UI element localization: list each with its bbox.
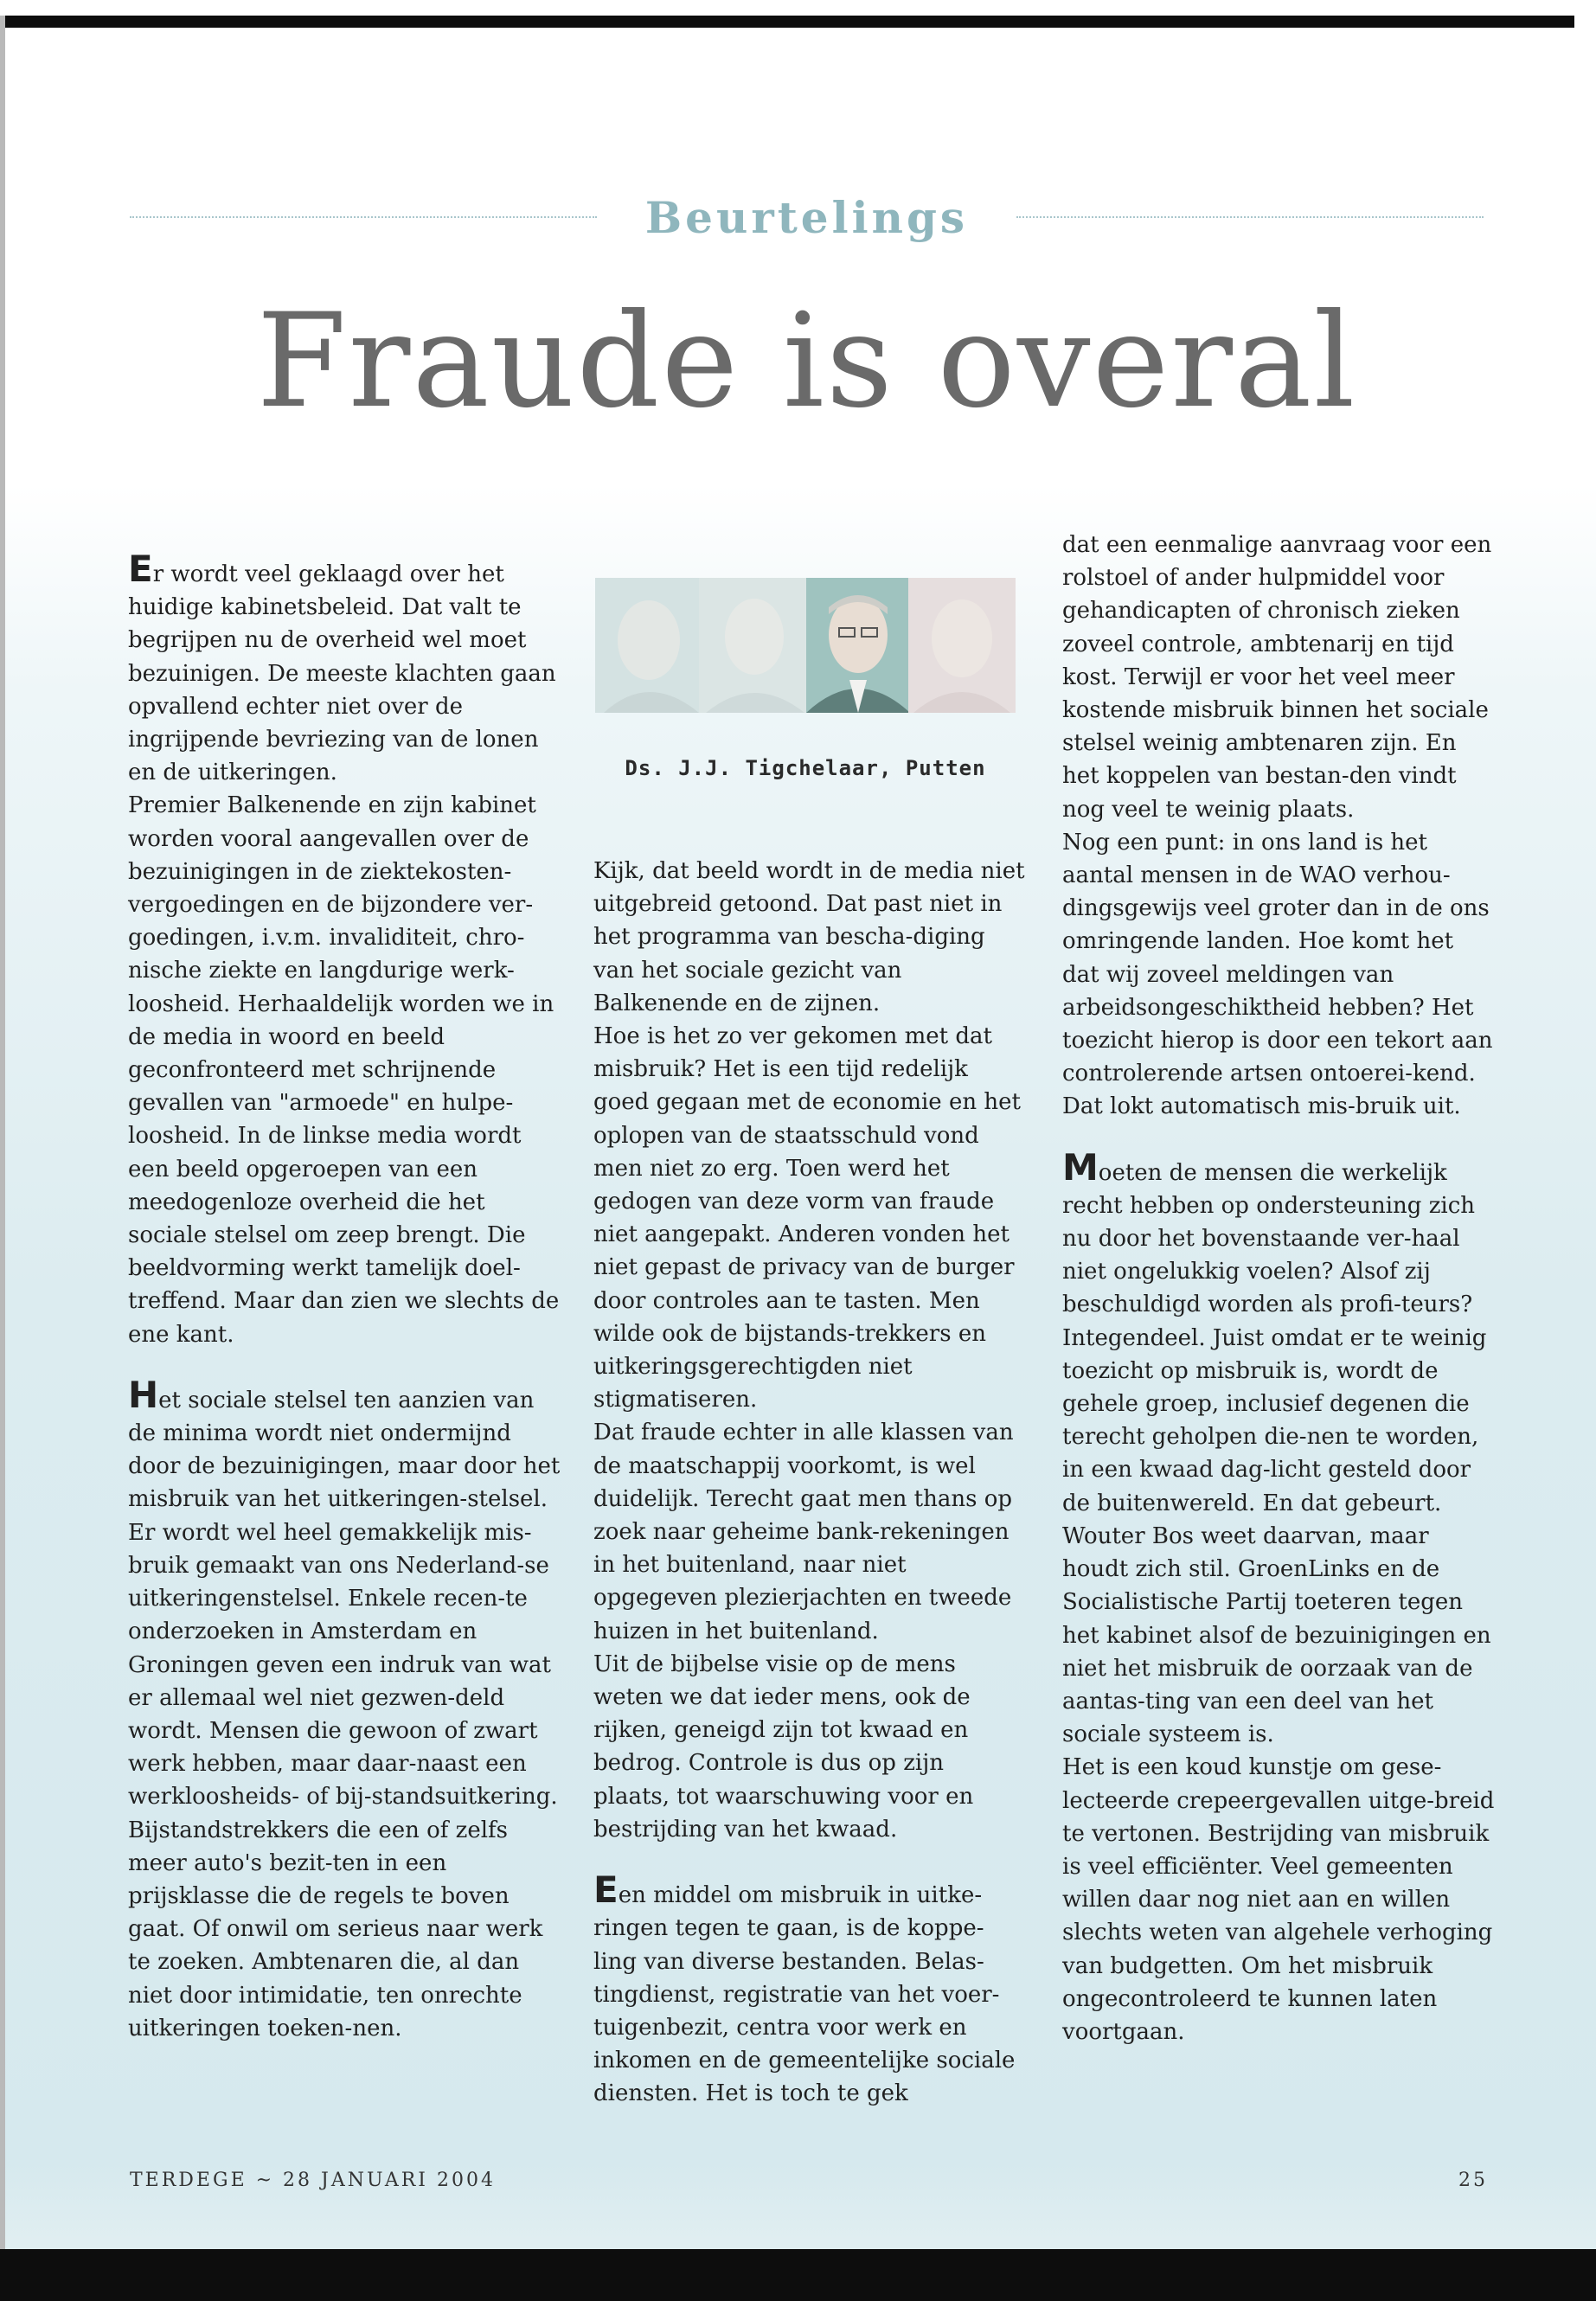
paragraph: [593, 1868, 1026, 2110]
section-label: Beurtelings: [644, 192, 969, 243]
paragraph: [128, 548, 561, 789]
author-photos: [595, 578, 1016, 713]
article-headline: Fraude is overal: [256, 286, 1357, 437]
left-scan-edge: [0, 16, 5, 2249]
paragraph-text: et sociale stelsel ten aanzien van de minima wordt niet ondermijnd door de bezuinigingen, maar door het misbruik van het uitkeringen-stelsel.: [128, 1387, 561, 1513]
drop-cap: E: [593, 1868, 619, 1912]
paragraph: dat een eenmalige aanvraag voor een rolstoel of ander hulpmiddel voor gehandicapten of chronisch zieken zoveel controle, ambtenarij en tijd kost. Terwijl er voor het veel meer kostende misbruik binnen het sociale stelsel weinig ambtenaren zijn. En het koppelen van bestan-den vindt nog veel te weinig plaats.: [1062, 532, 1492, 823]
article-column-2: [593, 855, 1026, 2111]
paragraph: Er wordt wel heel gemakkelijk mis-bruik gemaakt van ons Nederland-se uitkeringenstelsel. Enkele recen-te onderzoeken in Amsterdam en Groningen geven een indruk van wat er allemaal wel niet gezwen-deld wordt. Mensen die gewoon of zwart werk hebben, maar daar-naast een werkloosheids- of bij-standsuitkering. Bijstandstrekkers die een of zelfs meer auto's bezit-ten in een prijsklasse die de regels te boven gaat. Of onwil om serieus naar werk te zoeken. Ambtenaren die, al dan niet door intimidatie, ten onrechte uitkeringen toeken-nen.: [128, 1519, 558, 2041]
author-portrait-faded-2: [699, 578, 808, 713]
paragraph-text: en middel om misbruik in uitke-ringen tegen te gaan, is de koppe-ling van diverse bestanden. Belas-tingdienst, registratie van het voer-tuigenbezit, centra voor werk en inkomen en de gemeentelijke sociale diensten. Het is toch te gek: [593, 1882, 1016, 2107]
paragraph: Hoe is het zo ver gekomen met dat misbruik? Het is een tijd redelijk goed gegaan met de economie en het oplopen van de staatsschuld vond men niet zo erg. Toen werd het gedogen van deze vorm van fraude niet aangepakt. Anderen vonden het niet gepast de privacy van de burger door controles aan te tasten. Men wilde ook de bijstands-trekkers en uitkeringsgerechtigden niet stigmatiseren.: [593, 1023, 1021, 1413]
paragraph: Kijk, dat beeld wordt in de media niet uitgebreid getoond. Dat past niet in het programma van bescha-diging van het sociale gezicht van Balkenende en de zijnen.: [593, 858, 1025, 1016]
paragraph: Premier Balkenende en zijn kabinet worden vooral aangevallen over de bezuinigingen in de ziektekosten-vergoedingen en de bijzondere ver-goedingen, i.v.m. invaliditeit, chro-nische ziekte en langdurige werk-loosheid. Herhaaldelijk worden we in de media in woord en beeld geconfronteerd met schrijnende gevallen van "armoede" en hulpe-loosheid. In de linkse media wordt een beeld opgeroepen van een meedogenloze overheid die het sociale stelsel om zeep brengt. Die beeldvorming werkt tamelijk doel-treffend. Maar dan zien we slechts de ene kant.: [128, 792, 560, 1348]
bottom-scan-border: [0, 2249, 1596, 2301]
paragraph: Nog een punt: in ons land is het aantal mensen in de WAO verhou-dingsgewijs veel groter dan in de ons omringende landen. Hoe komt het dat wij zoveel meldingen van arbeidsongeschiktheid hebben? Het toezicht hierop is door een tekort aan controlerende artsen ontoerei-kend. Dat lokt automatisch mis-bruik uit.: [1062, 829, 1493, 1120]
author-byline: Ds. J.J. Tigchelaar, Putten: [625, 756, 986, 780]
page-number: 25: [1458, 2170, 1488, 2191]
article-column-1: [128, 548, 561, 2045]
drop-cap: H: [128, 1373, 159, 1416]
footer-publication: TERDEGE ~ 28 JANUARI 2004: [130, 2170, 496, 2191]
author-portrait: [806, 578, 910, 713]
author-portrait-faded-1: [595, 578, 704, 713]
top-scan-border: [0, 16, 1574, 28]
article-column-3: [1062, 529, 1495, 2048]
paragraph: Het is een koud kunstje om gese-lecteerde crepeergevallen uitge-breid te vertonen. Bestrijding van misbruik is veel efficiënter. Veel gemeenten willen daar nog niet aan en willen slechts weten van algehele verhoging van budgetten. Om het misbruik ongecontroleerd te kunnen laten voortgaan.: [1062, 1754, 1495, 2045]
paragraph: [128, 1373, 561, 1516]
drop-cap: E: [128, 548, 153, 590]
paragraph: Uit de bijbelse visie op de mens weten we dat ieder mens, ook de rijken, geneigd zijn tot kwaad en bedrog. Controle is dus op zijn plaats, tot waarschuwing voor en bestrijding van het kwaad.: [593, 1650, 974, 1843]
paragraph-text: r wordt veel geklaagd over het huidige kabinetsbeleid. Dat valt te begrijpen nu de overheid wel moet bezuinigen. De meeste klachten gaan opvallend echter niet over de ingrijpende bevriezing van de lonen en de uitkeringen.: [128, 561, 556, 786]
section-rule-left: [130, 216, 597, 218]
paragraph: [1062, 1145, 1495, 1752]
paragraph-text: oeten de mensen die werkelijk recht hebben op ondersteuning zich nu door het bovenstaande ver-haal niet ongelukkig voelen? Alsof zij beschuldigd worden als profi-teurs? Integendeel. Juist omdat er te weinig toezicht op misbruik is, wordt de gehele groep, inclusief degenen die terecht geholpen die-nen te worden, in een kwaad dag-licht gesteld door de buitenwereld. En dat gebeurt. Wouter Bos weet daarvan, maar houdt zich stil. GroenLinks en de Socialistische Partij toeteren tegen het kabinet alsof de bezuinigingen en niet het misbruik de oorzaak van de aantas-ting van een deel van het sociale systeem is.: [1062, 1159, 1491, 1748]
section-header: [130, 192, 1484, 243]
drop-cap: M: [1062, 1145, 1099, 1189]
paragraph: Dat fraude echter in alle klassen van de maatschappij voorkomt, is wel duidelijk. Terecht gaat men thans op zoek naar geheime bank-rekeningen in het buitenland, naar niet opgegeven plezierjachten en tweede huizen in het buitenland.: [593, 1420, 1014, 1644]
section-rule-right: [1016, 216, 1484, 218]
author-portrait-faded-3: [908, 578, 1016, 713]
